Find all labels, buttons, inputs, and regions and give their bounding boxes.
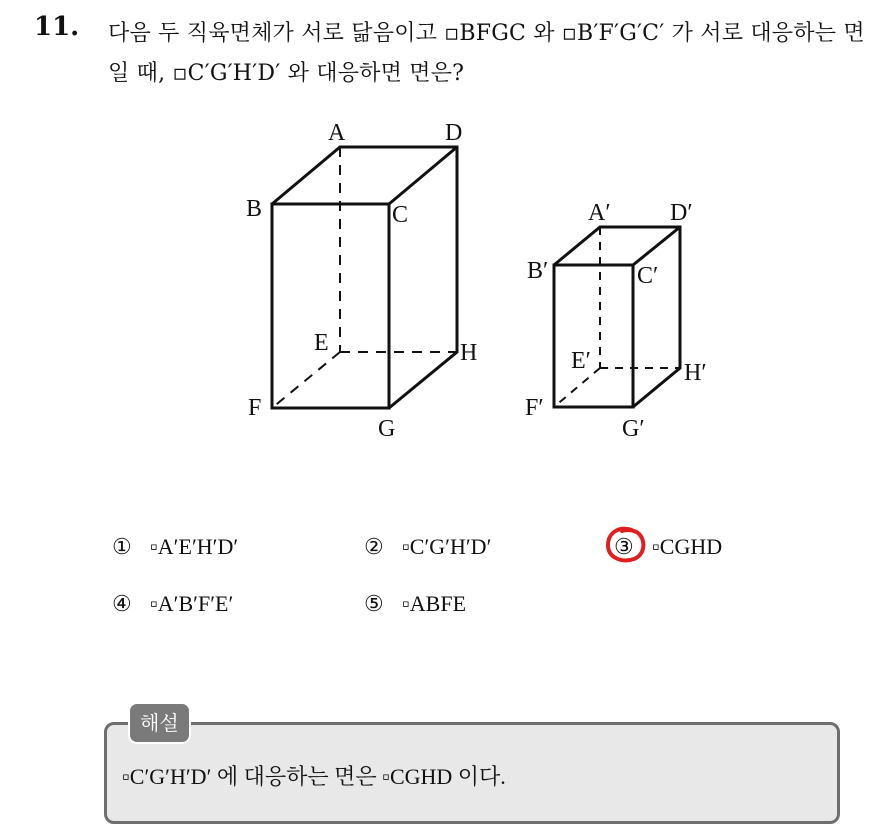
vertex-label-C-prime: C′ bbox=[637, 263, 659, 289]
choice-3-number: ③ bbox=[614, 534, 634, 559]
vertex-label-G-prime: G′ bbox=[622, 416, 645, 442]
answer-mark-icon bbox=[604, 525, 648, 565]
choice-4-number: ④ bbox=[112, 591, 132, 616]
vertex-label-D: D bbox=[445, 120, 463, 146]
vertex-label-G: G bbox=[378, 416, 396, 442]
vertex-label-F: F bbox=[248, 395, 262, 421]
choice-4-text: ▫A′B′F′E′ bbox=[150, 591, 234, 616]
vertex-label-A-prime: A′ bbox=[588, 200, 611, 226]
vertex-label-B: B bbox=[246, 196, 263, 222]
big-cuboid-hidden-edges bbox=[272, 147, 457, 408]
question-text: 다음 두 직육면체가 서로 닮음이고 ▫BFGC 와 ▫B′F′G′C′ 가 서로 대응하는 면일 때, ▫C′G′H′D′ 와 대응하면 면은? bbox=[108, 21, 865, 86]
choice-1-number: ① bbox=[112, 534, 132, 559]
choice-2-text: ▫C′G′H′D′ bbox=[402, 534, 492, 559]
vertex-label-A: A bbox=[328, 120, 346, 146]
choice-5[interactable] bbox=[364, 591, 466, 617]
question-number: 11. bbox=[34, 12, 80, 42]
vertex-label-E-prime: E′ bbox=[571, 348, 591, 374]
vertex-label-C: C bbox=[392, 202, 409, 228]
vertex-label-H: H bbox=[460, 340, 478, 366]
choice-5-text: ▫ABFE bbox=[402, 591, 467, 616]
choice-4[interactable] bbox=[112, 591, 233, 617]
vertex-label-E: E bbox=[314, 330, 329, 356]
small-cuboid-hidden-edges bbox=[554, 227, 680, 407]
choice-2-number: ② bbox=[364, 534, 384, 559]
vertex-label-H-prime: H′ bbox=[684, 360, 707, 386]
choice-3-text: ▫CGHD bbox=[652, 534, 723, 559]
vertex-label-F-prime: F′ bbox=[525, 395, 544, 421]
choice-1[interactable] bbox=[112, 534, 238, 560]
solution-text: ▫C′G′H′D′ 에 대응하는 면은 ▫CGHD 이다. bbox=[122, 764, 506, 789]
small-cuboid bbox=[554, 227, 680, 407]
vertex-label-D-prime: D′ bbox=[670, 200, 693, 226]
choice-5-number: ⑤ bbox=[364, 591, 384, 616]
solution-tag: 해설 bbox=[128, 702, 191, 744]
choice-2[interactable] bbox=[364, 534, 491, 560]
big-cuboid bbox=[272, 147, 457, 408]
vertex-label-B-prime: B′ bbox=[527, 258, 549, 284]
choice-1-text: ▫A′E′H′D′ bbox=[150, 534, 239, 559]
